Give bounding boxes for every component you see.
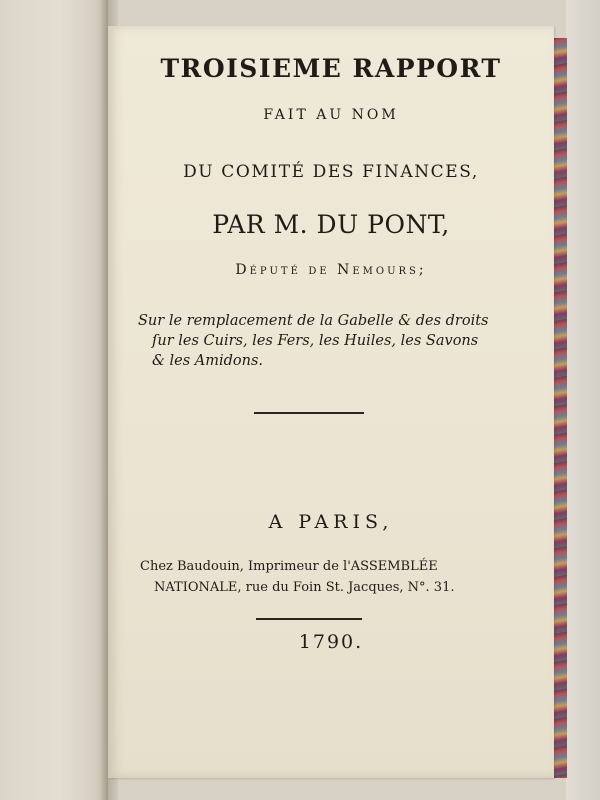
deputy-line: Député de Nemours; bbox=[235, 262, 427, 278]
printer-line-1: Chez Baudouin, Imprimeur de l'ASSEMBLÉE bbox=[140, 559, 438, 574]
publication-year: 1790. bbox=[298, 631, 364, 653]
author-line: PAR M. DU PONT, bbox=[212, 210, 450, 239]
imprint-city: A PARIS, bbox=[268, 511, 394, 533]
report-title: TROISIEME RAPPORT bbox=[160, 54, 502, 83]
background-surface bbox=[566, 0, 600, 800]
subject-line-3: & les Amidons. bbox=[152, 353, 264, 369]
facing-page bbox=[0, 0, 108, 800]
ornamental-rule-top bbox=[254, 412, 364, 414]
printer-line-2: NATIONALE, rue du Foin St. Jacques, N°. 31. bbox=[154, 580, 455, 595]
subtitle-line-1: FAIT AU NOM bbox=[263, 107, 399, 123]
ornamental-rule-bottom bbox=[256, 618, 362, 620]
title-page bbox=[108, 26, 554, 778]
subject-paragraph bbox=[138, 311, 538, 371]
subject-line-2: ſur les Cuirs, les Fers, les Huiles, les Savons bbox=[152, 333, 479, 349]
subject-line-1: Sur le remplacement de la Gabelle & des droits bbox=[138, 313, 489, 329]
subtitle-line-2: DU COMITÉ DES FINANCES, bbox=[183, 162, 479, 182]
printer-imprint bbox=[140, 556, 550, 598]
